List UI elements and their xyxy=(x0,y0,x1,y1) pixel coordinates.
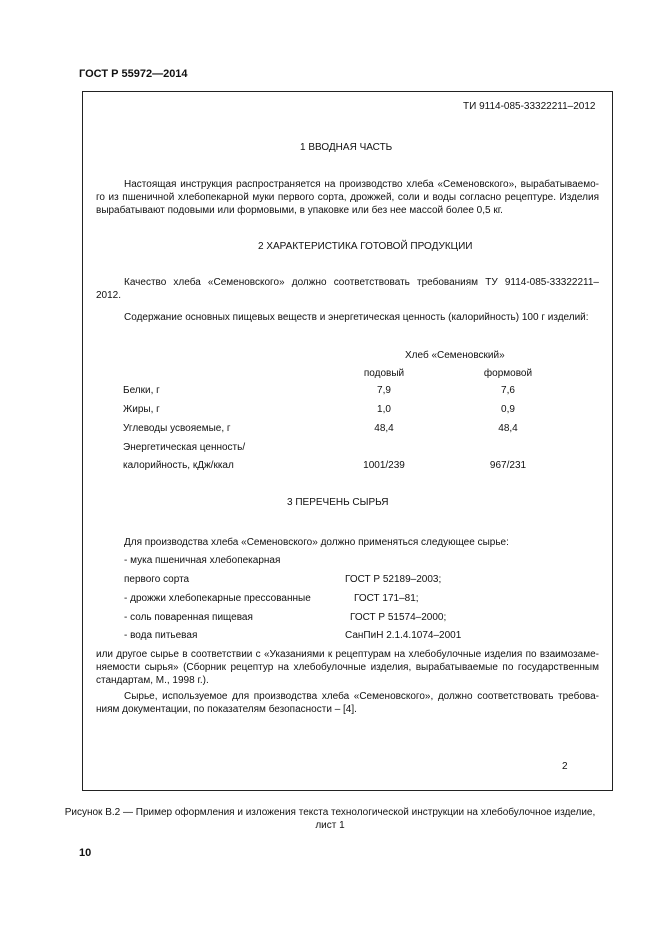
material-name: - соль поваренная пищевая xyxy=(124,612,253,623)
table-cell: 7,9 xyxy=(377,385,391,396)
safety-line2: ниям документации, по показателям безопасности – [4]. xyxy=(96,704,357,715)
material-name: - вода питьевая xyxy=(124,630,198,641)
section2-content: Содержание основных пищевых веществ и энергетическая ценность (калорийность) 100 г изделий: xyxy=(124,312,589,323)
section3-title: 3 ПЕРЕЧЕНЬ СЫРЬЯ xyxy=(287,497,389,508)
section1-title: 1 ВВОДНАЯ ЧАСТЬ xyxy=(300,142,393,153)
material-standard: ГОСТ Р 51574–2000; xyxy=(350,612,447,623)
standard-header: ГОСТ Р 55972—2014 xyxy=(79,68,188,80)
material-name: - дрожжи хлебопекарные прессованные xyxy=(124,593,311,604)
table-row-label: Энергетическая ценность/ xyxy=(123,442,246,453)
table-row-label: Белки, г xyxy=(123,385,160,396)
table-col-formovoy: формовой xyxy=(483,368,533,379)
section1-line3: вырабатывают подовыми или формовыми, в упаковке или без нее массой более 0,5 кг. xyxy=(96,205,503,216)
caption-line2: лист 1 xyxy=(315,820,345,831)
section2-quality xyxy=(96,276,599,302)
other-materials-text xyxy=(96,648,599,687)
material-name: - мука пшеничная хлебопекарная xyxy=(124,555,281,566)
table-group-header: Хлеб «Семеновский» xyxy=(405,350,505,361)
material-standard: ГОСТ 171–81; xyxy=(354,593,419,604)
document-code: ТИ 9114-085-33322211–2012 xyxy=(463,101,596,112)
section2-title: 2 ХАРАКТЕРИСТИКА ГОТОВОЙ ПРОДУКЦИИ xyxy=(258,241,473,252)
section2-quality-line2: 2012. xyxy=(96,290,122,301)
other-line1: или другое сырье в соответствии с «Указаниями к рецептурам на хлебобулочные изделия по взаимозаме- xyxy=(96,649,599,660)
table-cell: 1001/239 xyxy=(363,460,405,471)
page-number: 10 xyxy=(79,847,92,859)
table-cell: 967/231 xyxy=(489,460,527,471)
figure-caption xyxy=(60,806,600,832)
table-row-label: Жиры, г xyxy=(123,404,160,415)
section1-line2: го из пшеничной хлебопекарной муки первого сорта, дрожжей, соли и воды согласно рецептуре. Изделия xyxy=(96,192,599,203)
section1-line1: Настоящая инструкция распространяется на производство хлеба «Семеновского», вырабатываемо- xyxy=(124,179,599,190)
material-standard: ГОСТ Р 52189–2003; xyxy=(345,574,442,585)
table-cell: 7,6 xyxy=(501,385,515,396)
section2-quality-line1: Качество хлеба «Семеновского» должно соответствовать требованиям ТУ 9114-085-33322211– xyxy=(124,277,599,288)
table-row-label: калорийность, кДж/ккал xyxy=(123,460,234,471)
table-cell: 1,0 xyxy=(377,404,391,415)
section1-text xyxy=(96,178,599,217)
safety-line1: Сырье, используемое для производства хлеба «Семеновского», должно соответствовать требова- xyxy=(124,691,599,702)
other-line3: стандартам, М., 1998 г.). xyxy=(96,675,209,686)
table-cell: 0,9 xyxy=(501,404,515,415)
table-col-podovy: подовый xyxy=(363,368,405,379)
table-cell: 48,4 xyxy=(498,423,518,434)
section3-intro: Для производства хлеба «Семеновского» должно применяться следующее сырье: xyxy=(124,537,509,548)
inner-page-number: 2 xyxy=(562,761,568,772)
material-name: первого сорта xyxy=(124,574,190,585)
material-standard: СанПиН 2.1.4.1074–2001 xyxy=(345,630,462,641)
table-cell: 48,4 xyxy=(374,423,394,434)
other-line2: няемости сырья» (Сборник рецептур на хлебобулочные изделия, вырабатываемые по государственным xyxy=(96,662,599,673)
table-row-label: Углеводы усвояемые, г xyxy=(123,423,231,434)
safety-text xyxy=(96,690,599,716)
caption-line1: Рисунок В.2 — Пример оформления и изложения текста технологической инструкции на хлебобулочное изделие, xyxy=(64,807,596,818)
